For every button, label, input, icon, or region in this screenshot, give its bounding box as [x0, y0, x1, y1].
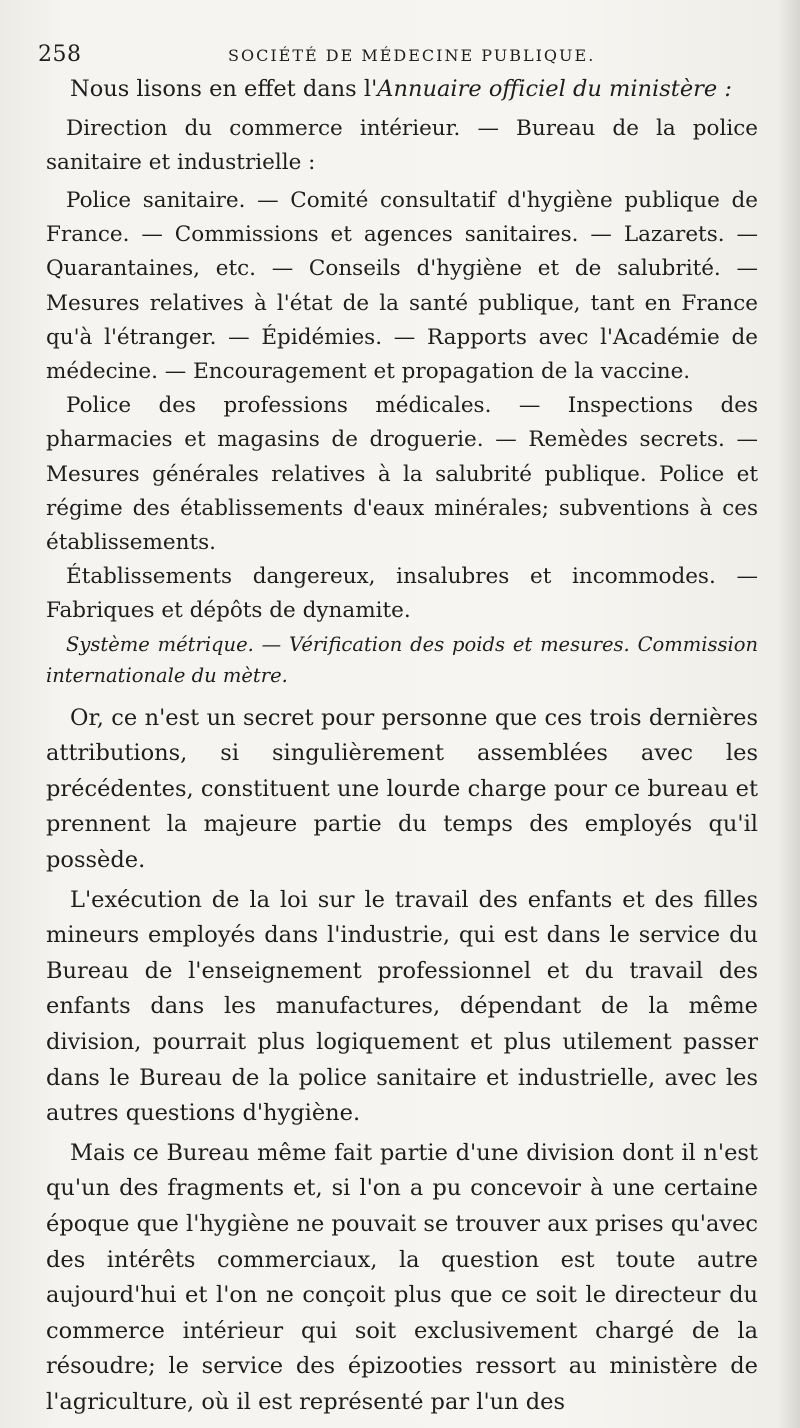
paragraph-intro — [46, 72, 758, 108]
text-body — [46, 72, 758, 1421]
paragraph-direction: Direction du commerce intérieur. — Bureau de la police sanitaire et industrielle : — [46, 115, 758, 175]
paragraph-police-professions: Police des professions médicales. — Inspections des pharmacies et magasins de droguerie. — Remèdes secrets. — Mesures générales relatives à la salubrité publique. Police et régime des établissements d'eaux minérales; subventions à ces établissements. — [46, 393, 758, 556]
paragraph-police-sanitaire: Police sanitaire. — Comité consultatif d'hygiène publique de France. — Commissions et agences sanitaires. — Lazarets. — Quarantaines, etc. — Conseils d'hygiène et de salubrité. — Mesures relatives à l'état de la santé publique, tant en France qu'à l'étranger. — Épidémies. — Rapports avec l'Académie de médecine. — Encouragement et propagation de la vaccine. — [46, 188, 758, 385]
intro-text: Nous lisons en effet dans l' — [70, 76, 378, 102]
paragraph-or-secret: Or, ce n'est un secret pour personne que ces trois dernières attributions, si singulièrement assemblées avec les précédentes, constituent une lourde charge pour ce bureau et prennent la majeure partie du temps des employés qu'il possède. — [46, 704, 758, 874]
page-spine-shadow — [778, 0, 800, 1428]
paragraph-systeme-metrique: Système métrique. — Vérification des poids et mesures. Commission internationale du mètre. — [46, 632, 758, 687]
page-header — [38, 38, 768, 68]
paragraph-execution-loi: L'exécution de la loi sur le travail des enfants et des filles mineurs employés dans l'industrie, qui est dans le service du Bureau de l'enseignement professionnel et du travail des enfants dans les manufactures, dépendant de la même division, pourrait plus logiquement et plus utilement passer dans le Bureau de la police sanitaire et industrielle, avec les autres questions d'hygiène. — [46, 886, 758, 1127]
running-title: SOCIÉTÉ DE MÉDECINE PUBLIQUE. — [228, 46, 596, 65]
annuaire-title: Annuaire officiel du ministère : — [377, 76, 732, 102]
page-number: 258 — [38, 42, 82, 67]
paragraph-mais-bureau: Mais ce Bureau même fait partie d'une division dont il n'est qu'un des fragments et, si l'on a pu concevoir à une certaine époque que l'hygiène ne pouvait se trouver aux prises qu'avec des intérêts commerciaux, la question est toute autre aujourd'hui et l'on ne conçoit plus que ce soit le directeur du commerce intérieur qui soit exclusivement chargé de la résoudre; le service des épizooties ressort au ministère de l'agriculture, où il est représenté par l'un des — [46, 1139, 758, 1415]
paragraph-etablissements: Établissements dangereux, insalubres et incommodes. — Fabriques et dépôts de dynamite. — [46, 564, 758, 624]
